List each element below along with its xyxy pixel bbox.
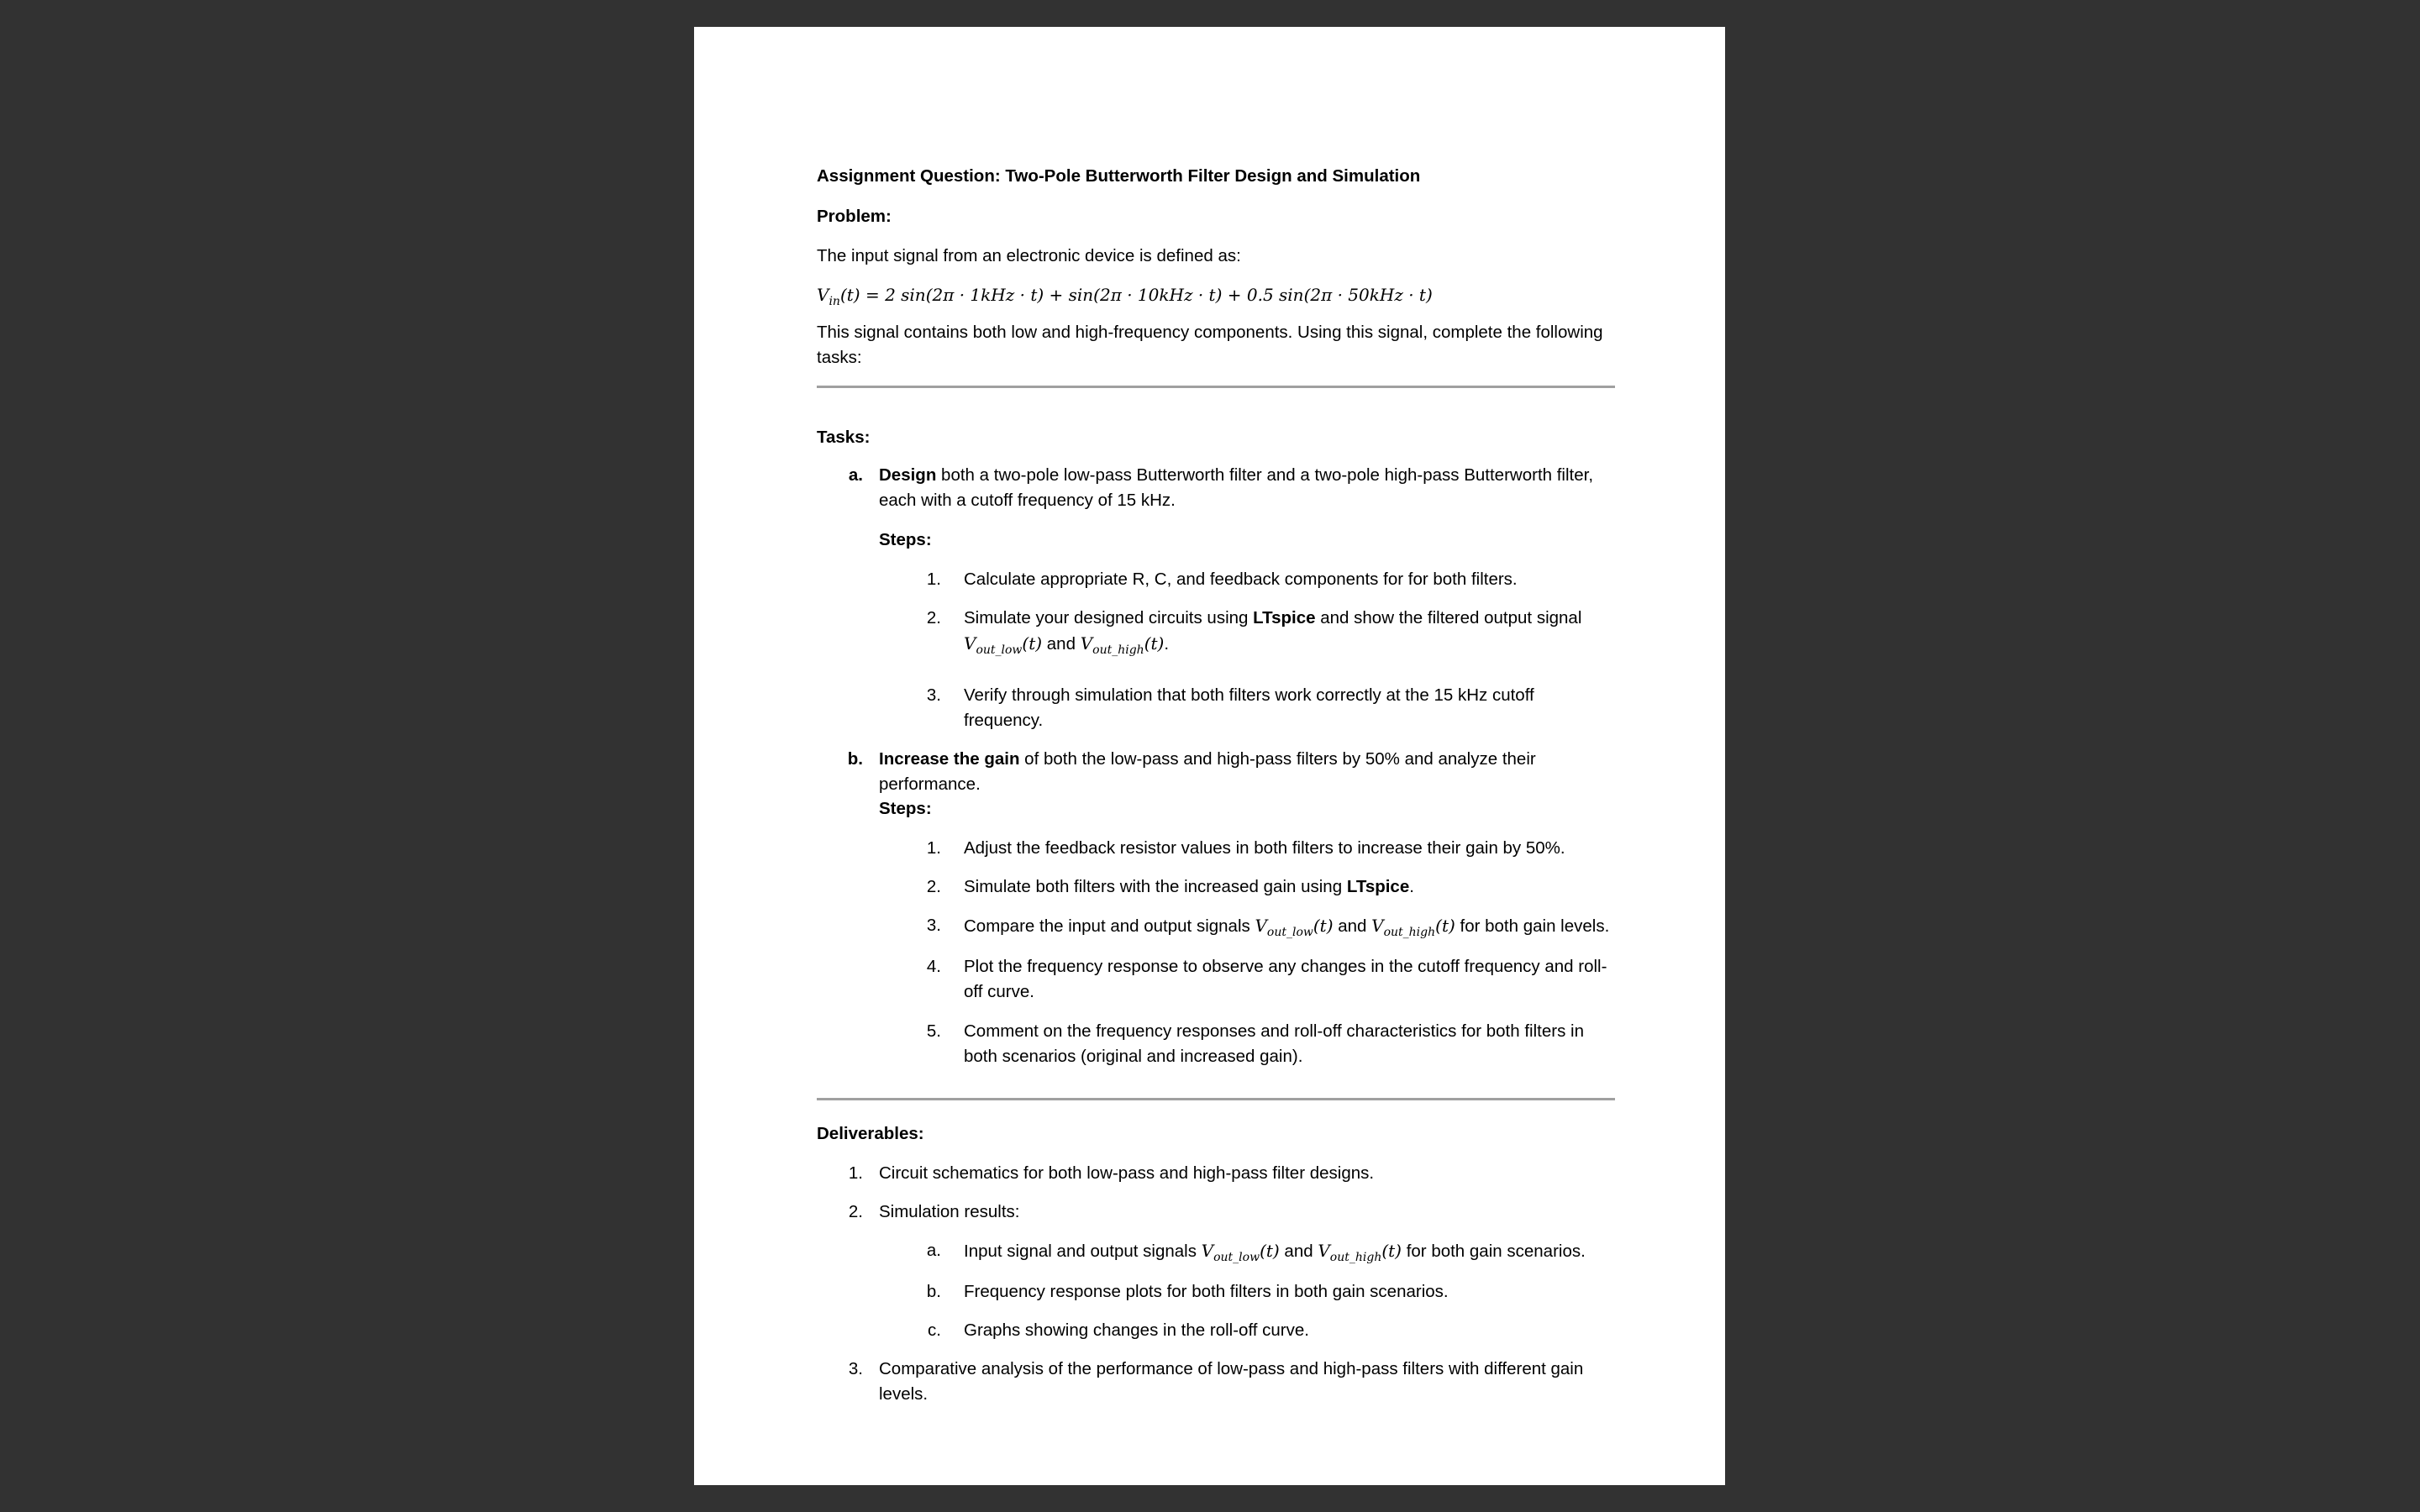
vout-high-symbol: $V_{out\_high}(t)$ bbox=[1080, 633, 1165, 657]
document-page bbox=[694, 27, 1725, 1485]
signal-description-line-2: tasks: bbox=[817, 348, 862, 367]
vout-high-symbol-c: $V_{out\_high}(t)$ bbox=[1318, 1241, 1402, 1264]
vout-low-symbol-c: $V_{out\_low}(t)$ bbox=[1201, 1241, 1280, 1264]
deliverable-2a-text-a: Input signal and output signals bbox=[964, 1242, 1202, 1261]
task-a-step-3-line-2: frequency. bbox=[964, 711, 1044, 730]
task-a-bold: Design bbox=[879, 465, 937, 485]
and-text-c: and bbox=[1279, 1242, 1318, 1261]
vout-high-symbol-b: $V_{out\_high}(t)$ bbox=[1371, 916, 1455, 939]
task-b-step-2-text-a: Simulate both filters with the increased gain using bbox=[964, 877, 1347, 896]
task-a-step-2-text-a: Simulate your designed circuits using bbox=[964, 608, 1254, 627]
deliverable-1-label: 1. bbox=[848, 1163, 863, 1183]
task-b-step-1: Adjust the feedback resistor values in both filters to increase their gain by 50%. bbox=[964, 838, 1565, 858]
task-a-text-1: both a two-pole low-pass Butterworth filter and a two-pole high-pass Butterworth filter, bbox=[936, 465, 1594, 485]
vout-low-symbol: $V_{out\_low}(t)$ bbox=[964, 633, 1043, 657]
task-a-line-1 bbox=[879, 463, 1618, 488]
eq-sub: in bbox=[829, 295, 840, 308]
task-b-line-2: performance. bbox=[879, 774, 981, 794]
task-a-step-1: Calculate appropriate R, C, and feedback components for for both filters. bbox=[964, 570, 1518, 589]
period-text: . bbox=[1164, 634, 1170, 654]
task-b-text-1: of both the low-pass and high-pass filters by 50% and analyze their bbox=[1019, 749, 1536, 769]
deliverable-2b-label: b. bbox=[926, 1282, 941, 1301]
eq-v: V bbox=[817, 285, 829, 305]
task-b-step-3-label: 3. bbox=[926, 916, 941, 935]
task-a-step-2-line-2 bbox=[964, 631, 1169, 657]
task-b-step-1-label: 1. bbox=[926, 838, 941, 858]
task-b-step-4-line-1: Plot the frequency response to observe any changes in the cutoff frequency and roll- bbox=[964, 957, 1607, 976]
deliverable-2-label: 2. bbox=[848, 1202, 863, 1221]
task-a-step-2-text-b: and show the filtered output signal bbox=[1315, 608, 1582, 627]
deliverable-2c-label: c. bbox=[928, 1320, 941, 1340]
section-divider bbox=[817, 386, 1615, 388]
problem-heading: Problem: bbox=[817, 207, 892, 226]
task-b-step-2-text-b: . bbox=[1409, 877, 1414, 896]
intro-text: The input signal from an electronic device is defined as: bbox=[817, 246, 1241, 265]
task-b-step-3-text-a: Compare the input and output signals bbox=[964, 916, 1255, 936]
deliverable-2c: Graphs showing changes in the roll-off curve. bbox=[964, 1320, 1309, 1340]
tasks-heading: Tasks: bbox=[817, 428, 871, 447]
deliverable-2a bbox=[964, 1238, 1586, 1264]
task-a-step-2-label: 2. bbox=[926, 608, 941, 627]
task-a-label: a. bbox=[848, 465, 863, 485]
deliverables-heading: Deliverables: bbox=[817, 1124, 924, 1143]
and-text: and bbox=[1042, 634, 1081, 654]
task-a-step-3-label: 3. bbox=[926, 685, 941, 705]
task-b-steps-heading: Steps: bbox=[879, 799, 932, 818]
eq-rest: (t) = 2 sin(2π · 1kHz · t) + sin(2π · 10kHz · t) + 0.5 sin(2π · 50kHz · t) bbox=[839, 285, 1433, 305]
ltspice-bold: LTspice bbox=[1253, 608, 1316, 627]
deliverable-3-label: 3. bbox=[848, 1359, 863, 1378]
deliverable-3-line-2: levels. bbox=[879, 1384, 929, 1404]
section-divider-2 bbox=[817, 1098, 1615, 1100]
vout-low-symbol-b: $V_{out\_low}(t)$ bbox=[1255, 916, 1334, 939]
ltspice-bold-b: LTspice bbox=[1346, 877, 1410, 896]
task-a-steps-heading: Steps: bbox=[879, 530, 932, 549]
signal-description-line-1: This signal contains both low and high-frequency components. Using this signal, complete the following bbox=[817, 323, 1603, 342]
deliverable-2a-text-b: for both gain scenarios. bbox=[1402, 1242, 1586, 1261]
input-signal-equation bbox=[817, 282, 1615, 307]
deliverable-3-line-1: Comparative analysis of the performance of low-pass and high-pass filters with different gain bbox=[879, 1359, 1584, 1378]
task-b-label: b. bbox=[847, 749, 863, 769]
task-a-step-2-line-1 bbox=[964, 606, 1619, 631]
task-b-step-5-line-1: Comment on the frequency responses and roll-off characteristics for both filters in bbox=[964, 1021, 1584, 1041]
task-b-step-2-label: 2. bbox=[926, 877, 941, 896]
deliverable-2a-label: a. bbox=[926, 1241, 941, 1260]
task-b-step-4-label: 4. bbox=[926, 957, 941, 976]
task-b-line-1 bbox=[879, 747, 1618, 772]
deliverable-2: Simulation results: bbox=[879, 1202, 1020, 1221]
task-a-step-3-line-1: Verify through simulation that both filters work correctly at the 15 kHz cutoff bbox=[964, 685, 1534, 705]
task-a-line-2: each with a cutoff frequency of 15 kHz. bbox=[879, 491, 1176, 510]
deliverable-2b: Frequency response plots for both filters in both gain scenarios. bbox=[964, 1282, 1449, 1301]
task-b-step-3-text-b: for both gain levels. bbox=[1455, 916, 1610, 936]
task-b-step-5-label: 5. bbox=[926, 1021, 941, 1041]
task-a-step-1-label: 1. bbox=[926, 570, 941, 589]
task-b-step-2 bbox=[964, 874, 1414, 900]
task-b-step-3 bbox=[964, 913, 1628, 939]
document-title: Assignment Question: Two-Pole Butterworth Filter Design and Simulation bbox=[817, 166, 1421, 186]
task-b-bold: Increase the gain bbox=[879, 749, 1020, 769]
deliverable-1: Circuit schematics for both low-pass and high-pass filter designs. bbox=[879, 1163, 1375, 1183]
task-b-step-5-line-2: both scenarios (original and increased gain). bbox=[964, 1047, 1303, 1066]
task-b-step-4-line-2: off curve. bbox=[964, 982, 1034, 1001]
and-text-b: and bbox=[1333, 916, 1372, 936]
